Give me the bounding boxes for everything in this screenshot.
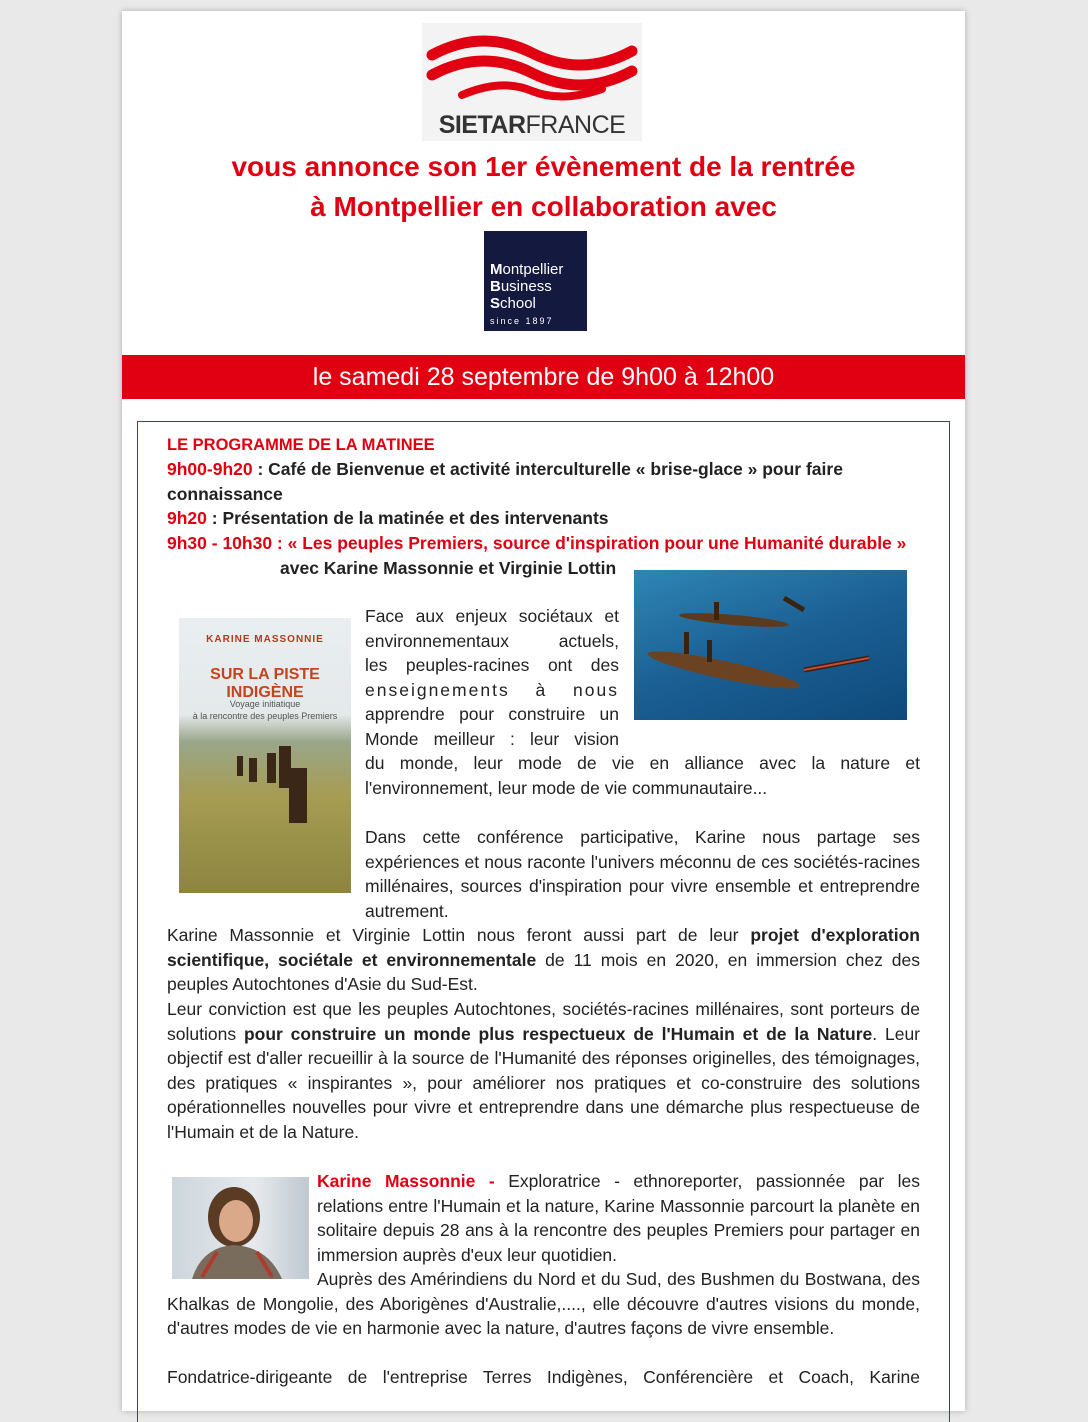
p1-line-2: environnementaux actuels, — [365, 631, 619, 651]
p1-line-6: Monde meilleur : leur vision — [365, 729, 619, 749]
canoe-photo — [634, 570, 907, 720]
date-banner: le samedi 28 septembre de 9h00 à 12h00 — [122, 355, 965, 399]
p1-line-7: du monde, leur mode de vie en alliance avec la nature et — [365, 753, 920, 773]
sietar-waves-icon — [422, 23, 642, 113]
document-page — [122, 11, 965, 1411]
p1-line-3: les peuples-racines ont des — [365, 655, 619, 675]
p1-line-4: enseignements à nous — [365, 680, 619, 700]
program-speakers: avec Karine Massonnie et Virginie Lottin — [280, 558, 617, 578]
p4: Leur conviction est que les peuples Autochtones, sociétés-racines millénaires, sont porteurs de solutions pour construire un monde plus respectueux de l'Humain et de la Nature. Leur objectif est d'aller recueillir à la source de l'Humanité des réponses originelles, des témoignages, des pratiques « inspirantes », pour améliorer nos pratiques et co-construire des solutions opérationnelles nouvelles pour vivre et entreprendre dans une démarche plus respectueuse de l'Humain et de la Nature. — [167, 999, 921, 1142]
p1-line-1: Face aux enjeux sociétaux et — [365, 606, 619, 626]
headline-line-2: à Montpellier en collaboration avec — [310, 191, 777, 222]
p3: Karine Massonnie et Virginie Lottin nous feront aussi part de leur projet d'exploration scientifique, sociétale et environnementale de 11 mois en 2020, en immersion chez des peuples Autochtones d'Asie du Sud-Est. — [167, 925, 920, 995]
book-cover-image: KARINE MASSONNIE SUR LA PISTE INDIGÈNE Voyage initiatique à la rencontre des peuples Premiers — [179, 618, 351, 893]
p2: Dans cette conférence participative, Karine nous partage ses expériences et nous raconte l'univers méconnu de ces sociétés-racines millénaires, sources d'inspiration pour vivre ensemble et entreprendre autrement. — [365, 827, 920, 921]
bio-intro: Karine Massonnie - Exploratrice - ethnoreporter, passionnée par les relations entre l'Humain et la nature, Karine Massonnie parcourt la planète en solitaire depuis 28 ans à la rencontre des peuples Premiers pour partager en immersion auprès d'eux leur quotidien. — [317, 1171, 920, 1265]
sietar-wordmark: SIETARFRANCE — [438, 111, 626, 139]
montpellier-business-school-logo: Montpellier Business School since 1897 — [484, 231, 587, 331]
program-item-1: 9h00-9h20 : Café de Bienvenue et activité interculturelle « brise-glace » pour faire — [167, 459, 843, 479]
bio-company: Fondatrice-dirigeante de l'entreprise Terres Indigènes, Conférencière et Coach, Karine — [167, 1367, 920, 1387]
headline-line-1: vous annonce son 1er évènement de la rentrée — [231, 151, 856, 182]
karine-massonnie-portrait — [172, 1177, 309, 1279]
program-item-2: 9h20 : Présentation de la matinée et des intervenants — [167, 508, 609, 528]
program-item-1-cont: connaissance — [167, 484, 283, 504]
p1-line-8: l'environnement, leur mode de vie communautaire... — [365, 778, 768, 798]
sietar-france-logo — [422, 23, 642, 141]
bio-travels: Auprès des Amérindiens du Nord et du Sud, des Bushmen du Bostwana, des Khalkas de Mongolie, des Aborigènes d'Australie,...., elle découvre d'autres visions du monde, d'autres modes de vie en harmonie avec la nature, d'autres façons de vivre ensemble. — [167, 1269, 920, 1339]
program-item-3: 9h30 - 10h30 : « Les peuples Premiers, source d'inspiration pour une Humanité durable » — [167, 533, 907, 553]
p1-line-5: apprendre pour construire un — [365, 704, 619, 724]
program-title: LE PROGRAMME DE LA MATINEE — [167, 436, 435, 454]
